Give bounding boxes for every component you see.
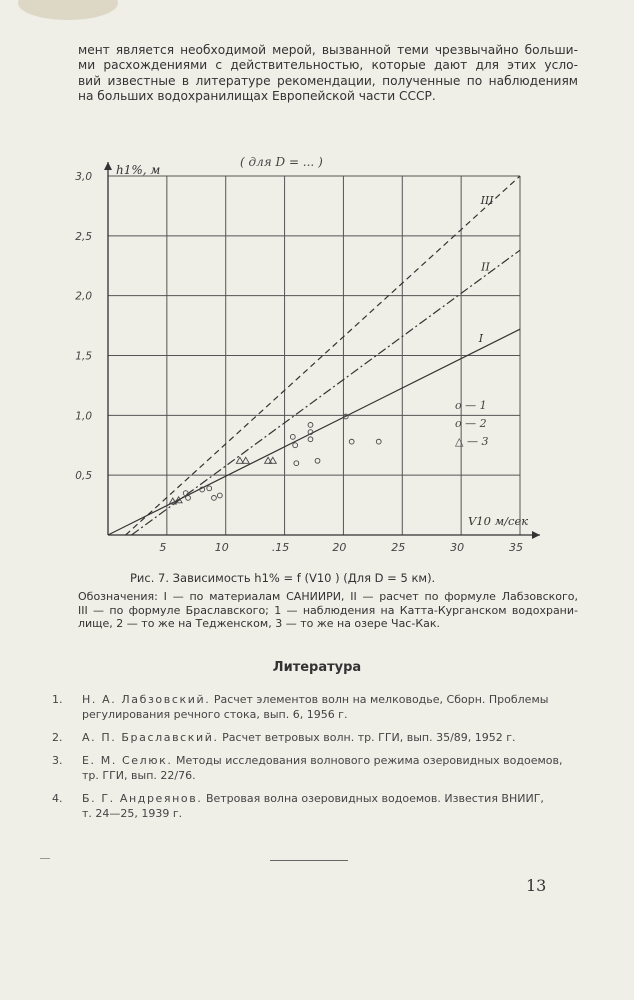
- legend-line: III — по формуле Браславского; 1 — наблюдения на Катта-Курганском водохрани-: [78, 603, 578, 617]
- legend-line: лище, 2 — то же на Тедженском, 3 — то же на озере Час-Как.: [78, 617, 441, 631]
- reference-author: Е. М. Селюк.: [82, 754, 173, 767]
- data-point-circle: [294, 461, 299, 466]
- x-tick-label: 35: [509, 541, 523, 554]
- data-point-circle: [376, 439, 381, 444]
- paragraph-line: мент является необходимой мерой, вызванной теми чрезвычайно больши-: [78, 43, 578, 57]
- y-tick-label: 2,5: [75, 230, 92, 243]
- paragraph-line: на больших водохранилищах Европейской части СССР.: [78, 89, 436, 104]
- y-tick-label: 1,0: [75, 410, 92, 423]
- margin-mark: [40, 858, 50, 859]
- reference-text: Расчет ветровых волн. тр. ГГИ, вып. 35/89, 1952 г.: [222, 731, 516, 744]
- series-label: I: [478, 331, 484, 345]
- x-tick-label: 5: [159, 541, 167, 554]
- data-point-circle: [308, 423, 313, 428]
- legend-entry: △ — 3: [455, 435, 489, 448]
- y-tick-label: 3,0: [75, 171, 92, 183]
- page-number: 13: [526, 876, 547, 895]
- reference-item: [52, 692, 564, 722]
- y-tick-label: 1,5: [75, 350, 92, 363]
- y-tick-label: 2,0: [75, 290, 92, 303]
- chart-title: ( для D = ... ): [240, 155, 323, 169]
- figure-caption: Рис. 7. Зависимость h1% = f (V10 ) (Для D = 5 км).: [130, 571, 436, 585]
- data-point-circle: [315, 458, 320, 463]
- reference-text: Методы исследования волнового режима озеровидных водоемов,: [176, 754, 563, 767]
- series-line-II: [132, 250, 520, 535]
- data-point-circle: [293, 443, 298, 448]
- separator-rule: [270, 860, 348, 861]
- reference-item: [52, 753, 564, 783]
- data-point-circle: [207, 486, 212, 491]
- series-label: II: [481, 260, 490, 274]
- reference-number: 2.: [52, 731, 63, 744]
- x-tick-label: 20: [332, 541, 347, 554]
- x-tick-label: 25: [391, 541, 406, 554]
- paper-stain: [18, 0, 118, 20]
- reference-number: 3.: [52, 754, 63, 767]
- paragraph-line: ми расхождениями с действительностью, которые дают для этих усло-: [78, 58, 578, 73]
- y-axis-label: h1%, м: [116, 163, 161, 177]
- legend-entry: о — 2: [455, 417, 487, 430]
- data-point-circle: [308, 437, 313, 442]
- data-point-circle: [212, 496, 217, 501]
- reference-item: [52, 730, 564, 745]
- data-point-circle: [217, 493, 222, 498]
- x-tick-label: 10: [214, 541, 229, 554]
- data-point-circle: [183, 491, 188, 496]
- x-axis-label: V10 м/сек: [468, 514, 529, 528]
- paragraph-line: вий известные в литературе рекомендации, полученные по наблюдениям: [78, 73, 578, 88]
- reference-text: Ветровая волна озеровидных водоемов. Известия ВНИИГ,: [205, 792, 544, 805]
- y-tick-label: 0,5: [75, 470, 92, 483]
- reference-text: тр. ГГИ, вып. 22/76.: [82, 769, 196, 782]
- data-point-circle: [186, 496, 191, 501]
- reference-author: А. П. Браславский.: [82, 731, 219, 744]
- reference-author: Н. А. Лабзовский.: [82, 693, 211, 706]
- legend-line: Обозначения: I — по материалам САНИИРИ, II — расчет по формуле Лабзовского,: [78, 590, 578, 603]
- y-axis-arrow: [104, 162, 112, 170]
- reference-number: 1.: [52, 693, 63, 706]
- body-paragraph: [78, 43, 578, 105]
- reference-list: [52, 692, 564, 829]
- series-label: III: [480, 193, 494, 207]
- literature-heading: Литература: [272, 660, 362, 675]
- legend-entry: о — 1: [455, 399, 487, 412]
- data-point-circle: [290, 434, 295, 439]
- x-axis-arrow: [532, 531, 540, 539]
- x-tick-label: .15: [271, 541, 290, 554]
- reference-text: Расчет элементов волн на мелководье, Сборн. Проблемы: [213, 693, 549, 706]
- figure-legend-text: [78, 590, 578, 631]
- data-point-circle: [349, 439, 354, 444]
- x-tick-label: 30: [450, 541, 465, 554]
- reference-item: [52, 791, 564, 821]
- reference-author: Б. Г. Андреянов.: [82, 792, 203, 805]
- reference-number: 4.: [52, 792, 63, 805]
- reference-text: т. 24—25, 1939 г.: [82, 807, 183, 820]
- reference-text: регулирования речного стока, вып. 6, 1956 г.: [82, 708, 348, 721]
- figure-7-chart: [0, 135, 634, 565]
